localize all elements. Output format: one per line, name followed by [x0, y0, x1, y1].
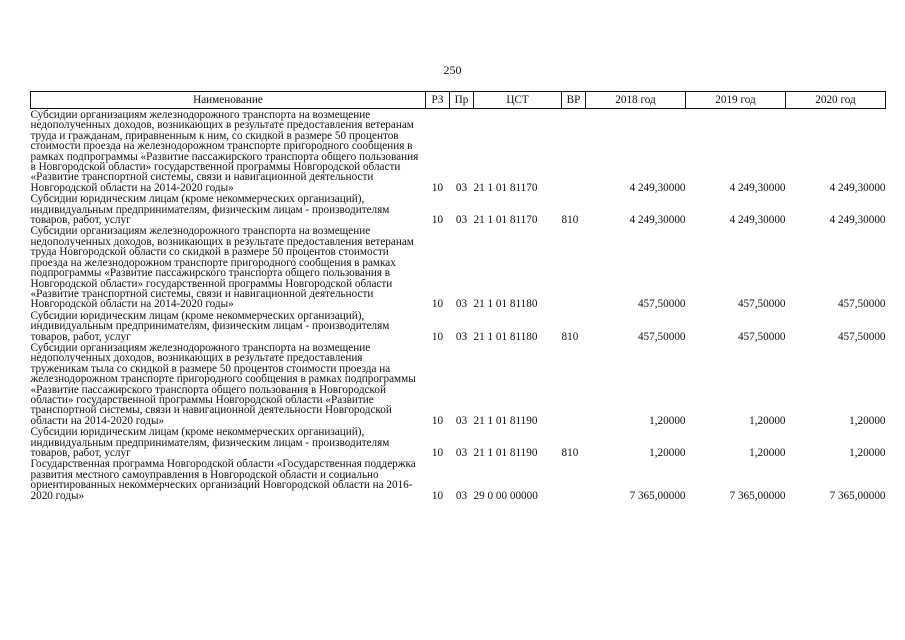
header-rz: РЗ [426, 92, 450, 109]
row-vr [562, 458, 586, 501]
row-rz: 10 [431, 214, 444, 227]
row-2019: 7 365,00000 [729, 489, 786, 502]
row-cst: 21 1 01 81180 [473, 330, 538, 343]
row-2020: 1,20000 [849, 414, 886, 427]
row-2018: 457,50000 [637, 330, 686, 343]
row-2020: 4 249,30000 [829, 214, 886, 227]
row-vr: 810 [561, 447, 579, 459]
row-rz: 10 [431, 330, 444, 343]
row-rz: 10 [431, 489, 444, 502]
header-row [31, 92, 886, 109]
row-rz: 10 [431, 414, 444, 427]
budget-table [30, 91, 886, 501]
header-cst: ЦСТ [474, 92, 562, 109]
row-2020: 1,20000 [849, 447, 886, 459]
row-pr: 03 [455, 214, 468, 227]
row-2018: 4 249,30000 [629, 214, 686, 227]
table-row [31, 342, 886, 426]
table-row [31, 109, 886, 194]
table-row [31, 193, 886, 225]
row-name: Субсидии юридическим лицам (кроме некоммерческих организаций), индивидуальным предпринимателям, физическим лицам - производителям товаров, работ, услуг [30, 426, 390, 459]
row-2020: 457,50000 [837, 298, 886, 311]
row-2018: 7 365,00000 [629, 489, 686, 502]
row-vr: 810 [561, 330, 579, 343]
row-vr [562, 109, 586, 194]
row-name: Государственная программа Новгородской области «Государственная поддержка развития местного самоуправления в Новгородской области и социально ориентированных некоммерческих организаций Новгородской области на 2016-2020 годы» [30, 458, 416, 502]
row-2018: 1,20000 [649, 414, 686, 427]
row-2020: 7 365,00000 [829, 489, 886, 502]
row-name: Субсидии организациям железнодорожного транспорта на возмещение недополученных доходов, возникающих в результате предоставления ветеранам труда и гражданам, приравненным к ним, со скидкой в размере 50 процентов стоимости проезда на железнодорожном транспорте пригородного сообщения в рамках подпрограммы «Развитие пассажирского транспорта общего пользования в Новгородской области» государственной программы Новгородской области «Развитие транспортной системы, связи и навигационной деятельности Новгородской области на 2014-2020 годы» [30, 109, 419, 194]
row-pr: 03 [455, 447, 468, 459]
row-name: Субсидии юридическим лицам (кроме некоммерческих организаций), индивидуальным предпринимателям, физическим лицам - производителям товаров, работ, услуг [30, 193, 390, 227]
header-2019: 2019 год [686, 92, 786, 109]
table-row [31, 310, 886, 342]
header-vr: ВР [562, 92, 586, 109]
row-name: Субсидии юридическим лицам (кроме некоммерческих организаций), индивидуальным предпринимателям, физическим лицам - производителям товаров, работ, услуг [30, 309, 390, 343]
row-pr: 03 [455, 414, 468, 427]
row-vr: 810 [561, 214, 579, 227]
row-cst: 29 0 00 00000 [473, 489, 538, 502]
row-2019: 457,50000 [737, 330, 786, 343]
header-pr: Пр [450, 92, 474, 109]
row-cst: 21 1 01 81190 [473, 447, 538, 459]
header-name: Наименование [31, 92, 426, 109]
row-name: Субсидии организациям железнодорожного транспорта на возмещение недополученных доходов, возникающих в результате предоставления труженикам тыла со скидкой в размере 50 процентов стоимости проезда на железнодорожном транспорте пригородного сообщения в рамках подпрограммы «Развитие пассажирского транспорта общего пользования в Новгородской области» государственной программы Новгородской области «Развитие транспортной системы, связи и навигационной деятельности Новгородской области на 2014-2020 годы» [30, 341, 416, 427]
page-number: 250 [443, 63, 462, 77]
row-cst: 21 1 01 81170 [473, 181, 538, 194]
row-2019: 4 249,30000 [729, 181, 786, 194]
header-2018: 2018 год [586, 92, 686, 109]
row-2018: 457,50000 [637, 298, 686, 311]
row-vr [562, 225, 586, 309]
row-cst: 21 1 01 81190 [473, 414, 538, 427]
row-pr: 03 [455, 298, 468, 311]
row-pr: 03 [455, 181, 468, 194]
row-rz: 10 [431, 298, 444, 311]
row-2019: 1,20000 [749, 414, 786, 427]
table-row [31, 426, 886, 458]
row-2019: 1,20000 [749, 447, 786, 459]
row-name: Субсидии организациям железнодорожного транспорта на возмещение недополученных доходов, возникающих в результате предоставления ветеранам труда Новгородской области со скидкой в размере 50 процентов стоимости проезда на железнодорожном транспорте пригородного сообщения в рамках подпрограммы «Развитие пассажирского транспорта общего пользования в Новгородской области» государственной программы Новгородской области «Развитие транспортной системы, связи и навигационной деятельности Новгородской области на 2014-2020 годы» [30, 225, 414, 311]
row-cst: 21 1 01 81180 [473, 298, 538, 311]
table-row [31, 458, 886, 501]
row-2018: 4 249,30000 [629, 181, 686, 194]
row-2018: 1,20000 [649, 447, 686, 459]
row-2019: 4 249,30000 [729, 214, 786, 227]
row-pr: 03 [455, 330, 468, 343]
row-2020: 457,50000 [837, 330, 886, 343]
row-pr: 03 [455, 489, 468, 502]
row-2020: 4 249,30000 [829, 181, 886, 194]
table-row [31, 225, 886, 309]
header-2020: 2020 год [786, 92, 886, 109]
row-vr [562, 342, 586, 426]
row-cst: 21 1 01 81170 [473, 214, 538, 227]
row-rz: 10 [431, 181, 444, 194]
row-2019: 457,50000 [737, 298, 786, 311]
row-rz: 10 [431, 447, 444, 459]
